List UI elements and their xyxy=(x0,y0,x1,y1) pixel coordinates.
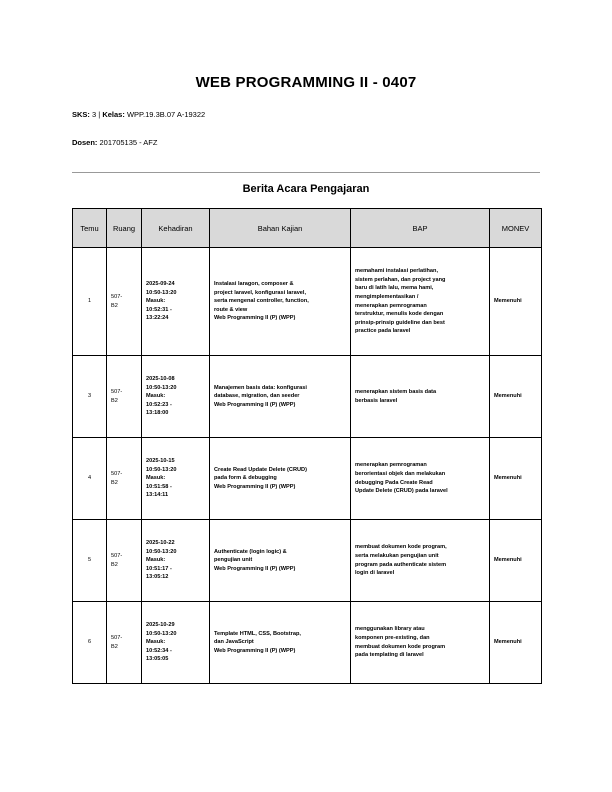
cell-ruang-line: 507- xyxy=(111,552,123,559)
cell-bap xyxy=(351,520,490,602)
table-header-row xyxy=(73,209,542,248)
cell-bap-line: sistem perlahan, dan project yang xyxy=(355,276,446,283)
cell-bap-line: program pada authenticate sistem xyxy=(355,561,447,568)
cell-bahan-kajian-line: Authenticate (login logic) & xyxy=(214,548,287,555)
cell-kehadiran-line: 10:50-13:20 xyxy=(146,466,177,473)
table-row xyxy=(73,602,542,684)
cell-kehadiran-line: 10:50-13:20 xyxy=(146,548,177,555)
kelas-value: WPP.19.3B.07 A-19322 xyxy=(126,110,206,119)
header-ruang: Ruang xyxy=(107,209,142,248)
cell-bahan-kajian-line: pengujian unit xyxy=(214,557,253,564)
cell-kehadiran-line: Masuk: xyxy=(146,475,166,482)
cell-kehadiran-line: 2025-10-22 xyxy=(146,539,175,546)
cell-kehadiran-line: Masuk: xyxy=(146,298,166,305)
cell-kehadiran-line: Masuk: xyxy=(146,557,166,564)
cell-kehadiran-line: 13:18:00 xyxy=(146,410,169,417)
cell-bahan-kajian-line: database, migration, dan seeder xyxy=(214,393,300,400)
cell-bahan-kajian-line: Manajemen basis data: konfigurasi xyxy=(214,384,307,391)
cell-kehadiran xyxy=(142,438,210,520)
course-meta-line xyxy=(72,110,205,119)
cell-temu: 4 xyxy=(73,438,107,520)
cell-ruang xyxy=(107,438,142,520)
dosen-label: Dosen: xyxy=(72,138,98,147)
cell-bahan-kajian xyxy=(210,520,351,602)
section-title: Berita Acara Pengajaran xyxy=(242,183,370,195)
cell-bap-line: menerapkan pemrograman xyxy=(355,302,427,309)
cell-bahan-kajian-line: Web Programming II (P) (WPP) xyxy=(214,565,296,572)
header-bap: BAP xyxy=(351,209,490,248)
page-title: WEB PROGRAMMING II - 0407 xyxy=(195,74,417,91)
cell-bahan-kajian-line: Create Read Update Delete (CRUD) xyxy=(214,466,307,473)
header-monev: MONEV xyxy=(490,209,542,248)
cell-ruang xyxy=(107,520,142,602)
dosen-value: 201705135 - AFZ xyxy=(99,138,158,147)
cell-kehadiran-line: 10:52:23 - xyxy=(146,401,172,408)
cell-bap-line: mengimplementasikan / xyxy=(355,293,419,300)
cell-ruang-line: 507- xyxy=(111,470,123,477)
header-bahan-kajian: Bahan Kajian xyxy=(210,209,351,248)
cell-ruang-line: B2 xyxy=(111,397,118,404)
cell-bap xyxy=(351,356,490,438)
cell-kehadiran-line: 10:50-13:20 xyxy=(146,630,177,637)
table-row xyxy=(73,520,542,602)
cell-temu: 5 xyxy=(73,520,107,602)
cell-kehadiran-line: 10:52:34 - xyxy=(146,647,172,654)
cell-bahan-kajian-line: Web Programming II (P) (WPP) xyxy=(214,401,296,408)
cell-bahan-kajian xyxy=(210,248,351,356)
cell-ruang-line: 507- xyxy=(111,388,123,395)
cell-kehadiran-line: Masuk: xyxy=(146,393,166,400)
cell-bap xyxy=(351,438,490,520)
cell-bahan-kajian-line: route & view xyxy=(214,306,248,313)
cell-bahan-kajian-line: serta mengenal controller, function, xyxy=(214,298,309,305)
cell-kehadiran-line: 13:22:24 xyxy=(146,315,169,322)
cell-ruang-line: B2 xyxy=(111,302,118,309)
cell-kehadiran-line: 10:50-13:20 xyxy=(146,384,177,391)
cell-bap-line: Update Delete (CRUD) pada laravel xyxy=(355,488,448,495)
cell-kehadiran xyxy=(142,602,210,684)
cell-kehadiran xyxy=(142,356,210,438)
cell-bahan-kajian xyxy=(210,602,351,684)
cell-ruang xyxy=(107,248,142,356)
cell-temu: 6 xyxy=(73,602,107,684)
cell-bap-line: menggunakan library atau xyxy=(355,626,425,633)
lecturer-meta-line xyxy=(72,138,157,147)
horizontal-divider xyxy=(72,172,540,173)
table-row xyxy=(73,248,542,356)
cell-bap-line: menerapkan pemrograman xyxy=(355,462,427,469)
cell-bahan-kajian-line: dan JavaScript xyxy=(214,639,254,646)
cell-bahan-kajian-line: Instalasi laragon, composer & xyxy=(214,280,294,287)
cell-kehadiran-line: 10:50-13:20 xyxy=(146,289,177,296)
cell-ruang-line: 507- xyxy=(111,293,123,300)
table-row xyxy=(73,356,542,438)
cell-kehadiran-line: 10:52:31 - xyxy=(146,306,172,313)
header-kehadiran: Kehadiran xyxy=(142,209,210,248)
cell-bap-line: login di laravel xyxy=(355,570,395,577)
cell-ruang-line: B2 xyxy=(111,479,118,486)
header-temu: Temu xyxy=(73,209,107,248)
cell-bap-line: serta melakukan pengujian unit xyxy=(355,552,439,559)
cell-monev: Memenuhi xyxy=(490,520,542,602)
cell-bahan-kajian-line: Web Programming II (P) (WPP) xyxy=(214,483,296,490)
cell-monev: Memenuhi xyxy=(490,356,542,438)
cell-kehadiran xyxy=(142,520,210,602)
cell-bahan-kajian xyxy=(210,356,351,438)
cell-kehadiran-line: 13:05:12 xyxy=(146,574,169,581)
cell-monev: Memenuhi xyxy=(490,248,542,356)
cell-bap-line: berbasis laravel xyxy=(355,397,398,404)
cell-bahan-kajian-line: Web Programming II (P) (WPP) xyxy=(214,315,296,322)
cell-kehadiran-line: 2025-10-15 xyxy=(146,457,175,464)
sks-value: 3 xyxy=(92,110,97,119)
cell-ruang xyxy=(107,356,142,438)
cell-ruang-line: B2 xyxy=(111,643,118,650)
cell-bap-line: practice pada laravel xyxy=(355,328,411,335)
cell-bahan-kajian xyxy=(210,438,351,520)
cell-bahan-kajian-line: Template HTML, CSS, Bootstrap, xyxy=(214,630,301,637)
cell-bap-line: menerapkan sistem basis data xyxy=(355,388,437,395)
cell-kehadiran-line: 2025-10-08 xyxy=(146,375,175,382)
cell-bap-line: prinsip-prinsip guideline dan best xyxy=(355,319,445,326)
cell-ruang-line: B2 xyxy=(111,561,118,568)
cell-bap xyxy=(351,248,490,356)
cell-kehadiran-line: 10:51:58 - xyxy=(146,483,172,490)
sks-label: SKS: xyxy=(72,110,90,119)
cell-kehadiran-line: Masuk: xyxy=(146,639,166,646)
cell-ruang xyxy=(107,602,142,684)
table-row xyxy=(73,438,542,520)
cell-bap xyxy=(351,602,490,684)
cell-bap-line: membuat dokumen kode program, xyxy=(355,544,447,551)
cell-monev: Memenuhi xyxy=(490,438,542,520)
cell-bap-line: membuat dokumen kode program xyxy=(355,643,446,650)
cell-kehadiran-line: 2025-10-29 xyxy=(146,621,175,628)
cell-kehadiran xyxy=(142,248,210,356)
cell-kehadiran-line: 10:51:17 - xyxy=(146,565,172,572)
cell-bap-line: pada templating di laravel xyxy=(355,652,424,659)
teaching-report-table xyxy=(72,208,542,684)
cell-bahan-kajian-line: Web Programming II (P) (WPP) xyxy=(214,647,296,654)
cell-bap-line: berorientasi objek dan melakukan xyxy=(355,470,446,477)
kelas-label: Kelas: xyxy=(102,110,125,119)
cell-temu: 3 xyxy=(73,356,107,438)
cell-ruang-line: 507- xyxy=(111,634,123,641)
cell-kehadiran-line: 13:14:11 xyxy=(146,492,169,499)
meta-separator: | xyxy=(98,110,101,119)
cell-kehadiran-line: 2025-09-24 xyxy=(146,280,175,287)
cell-bap-line: komponen pre-existing, dan xyxy=(355,634,430,641)
cell-monev: Memenuhi xyxy=(490,602,542,684)
cell-bap-line: terstruktur, menulis kode dengan xyxy=(355,311,444,318)
cell-bahan-kajian-line: project laravel, konfigurasi laravel, xyxy=(214,289,307,296)
cell-kehadiran-line: 13:05:05 xyxy=(146,656,169,663)
cell-temu: 1 xyxy=(73,248,107,356)
cell-bap-line: baru di latih lalu, mema hami, xyxy=(355,285,434,292)
cell-bahan-kajian-line: pada form & debugging xyxy=(214,475,277,482)
cell-bap-line: debugging Pada Create Read xyxy=(355,479,433,486)
cell-bap-line: memahami instalasi perlatihan, xyxy=(355,267,439,274)
